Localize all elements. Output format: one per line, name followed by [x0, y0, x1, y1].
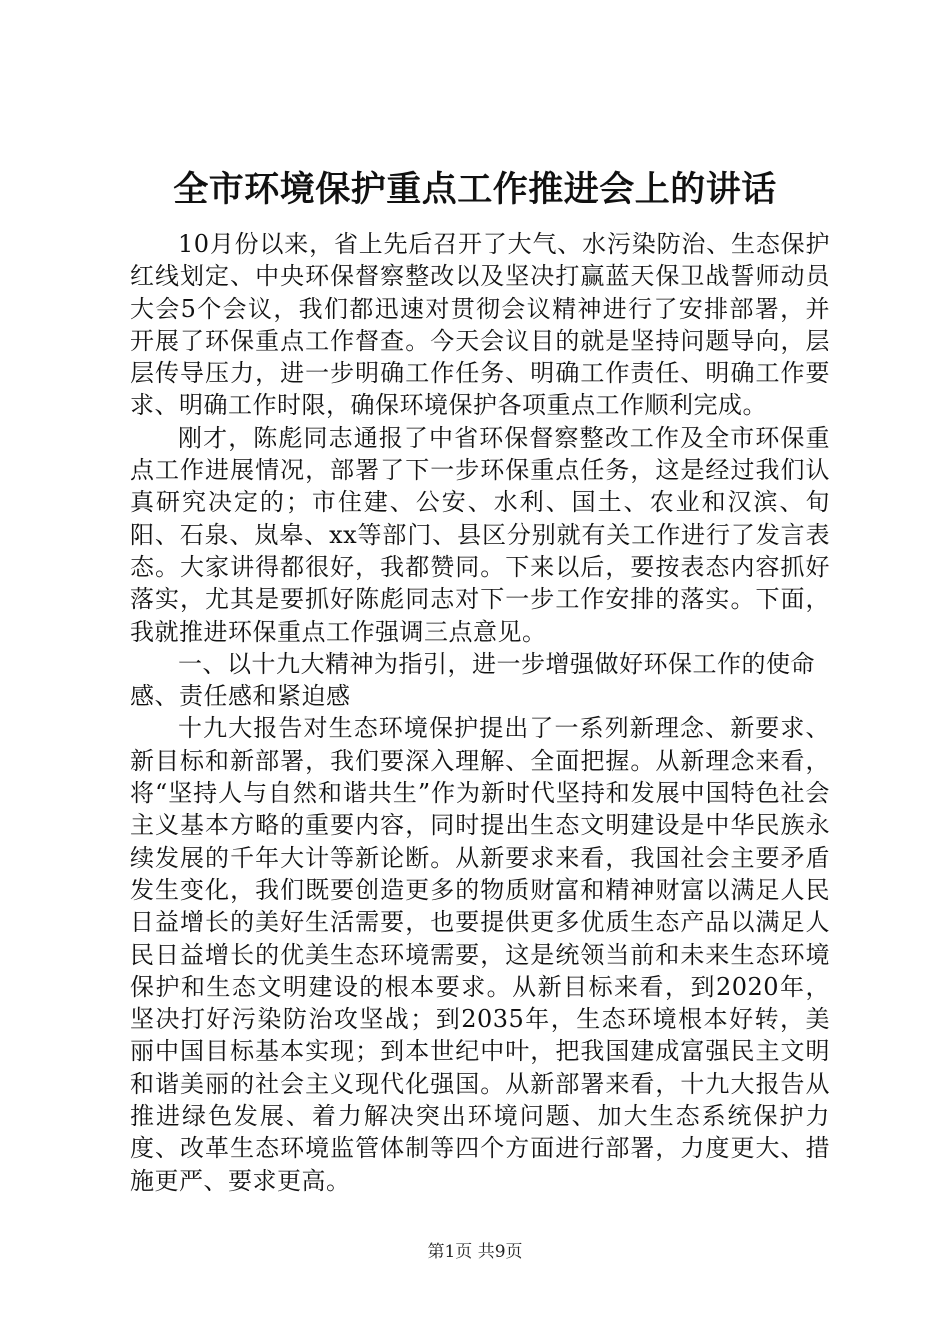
document-body: [130, 228, 830, 1197]
page-footer: 第1页 共9页: [427, 1242, 523, 1262]
paragraph-intro: 10月份以来，省上先后召开了大气、水污染防治、生态保护红线划定、中央环保督察整改以及坚决打赢蓝天保卫战誓师动员大会5个会议，我们都迅速对贯彻会议精神进行了安排部署，并开展了环保重点工作督查。今天会议目的就是坚持问题导向，层层传导压力，进一步明确工作任务、明确工作责任、明确工作要求、明确工作时限，确保环境保护各项重点工作顺利完成。: [130, 230, 830, 420]
paragraph-summary: 刚才，陈彪同志通报了中省环保督察整改工作及全市环保重点工作进展情况，部署了下一步环保重点任务，这是经过我们认真研究决定的；市住建、公安、水利、国土、农业和汉滨、旬阳、石泉、岚皋、xx等部门、县区分别就有关工作进行了发言表态。大家讲得都很好，我都赞同。下来以后，要按表态内容抓好落实，尤其是要抓好陈彪同志对下一步工作安排的落实。下面，我就推进环保重点工作强调三点意见。: [130, 423, 830, 646]
document-title: 全市环境保护重点工作推进会上的讲话: [173, 170, 777, 210]
paragraph-nineteenth-congress: 十九大报告对生态环境保护提出了一系列新理念、新要求、新目标和新部署，我们要深入理解、全面把握。从新理念来看，将“坚持人与自然和谐共生”作为新时代坚持和发展中国特色社会主义基本方略的重要内容，同时提出生态文明建设是中华民族永续发展的千年大计等新论断。从新要求来看，我国社会主要矛盾发生变化，我们既要创造更多的物质财富和精神财富以满足人民日益增长的美好生活需要，也要提供更多优质生态产品以满足人民日益增长的优美生态环境需要，这是统领当前和未来生态环境保护和生态文明建设的根本要求。从新目标来看，到2020年，坚决打好污染防治攻坚战；到2035年，生态环境根本好转，美丽中国目标基本实现；到本世纪中叶，把我国建成富强民主文明和谐美丽的社会主义现代化强国。从新部署来看，十九大报告从推进绿色发展、着力解决突出环境问题、加大生态系统保护力度、改革生态环境监管体制等四个方面进行部署，力度更大、措施更严、要求更高。: [130, 714, 830, 1195]
section-heading-1: 一、以十九大精神为指引，进一步增强做好环保工作的使命感、责任感和紧迫感: [130, 649, 815, 711]
